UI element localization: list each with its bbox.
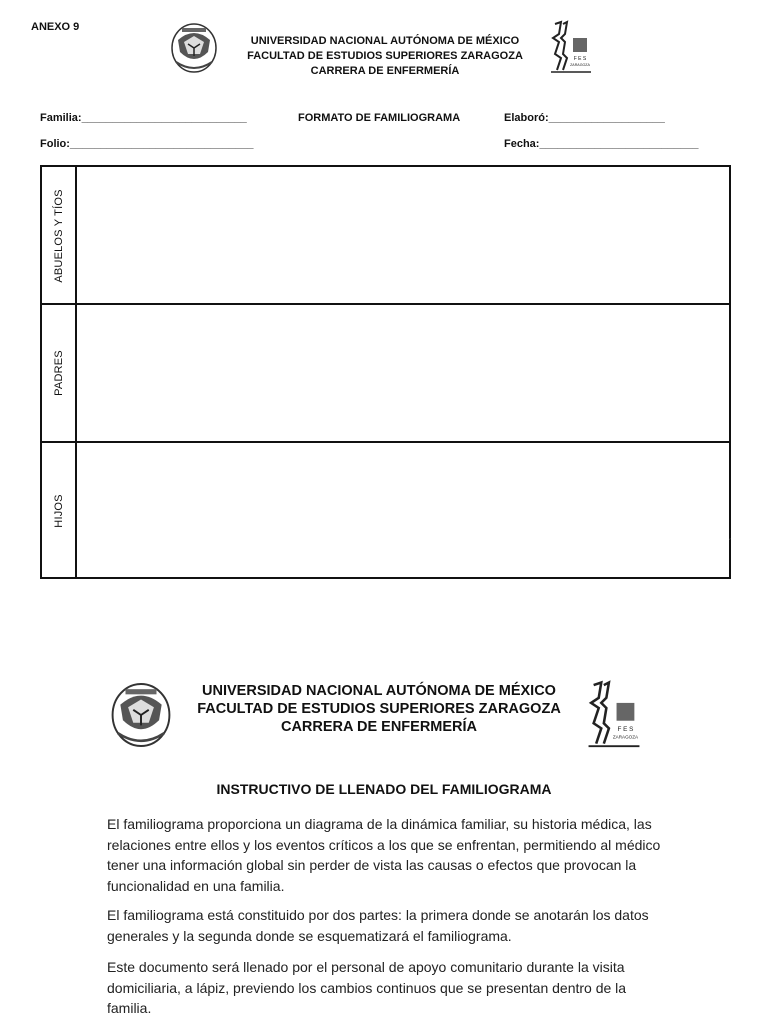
row-label-hijos: HIJOS bbox=[52, 494, 65, 528]
fes-logo-text: F E S bbox=[573, 56, 587, 62]
fes-zaragoza-logo bbox=[549, 20, 593, 75]
unam-seal-logo bbox=[170, 22, 218, 74]
row-label-abuelos: ABUELOS Y TÍOS bbox=[52, 189, 65, 283]
university-name: UNIVERSIDAD NACIONAL AUTÓNOMA DE MÉXICO bbox=[250, 35, 520, 47]
paragraph: El familiograma proporciona un diagrama de la dinámica familiar, su historia médica, las relaciones entre ellos y los eventos críticos a los que se enfrentan, permitiendo al médico tener una información global sin perder de vista las causas o efectos que provocan la funcionalidad en una familia. bbox=[107, 816, 661, 894]
folio-field[interactable]: Folio:______________________________ bbox=[40, 138, 254, 150]
instructions-title: INSTRUCTIVO DE LLENADO DEL FAMILIOGRAMA bbox=[216, 781, 552, 797]
university-name: UNIVERSIDAD NACIONAL AUTÓNOMA DE MÉXICO bbox=[202, 683, 556, 699]
fes-logo-subtext: ZARAGOZA bbox=[612, 734, 639, 740]
paragraph: Este documento será llenado por el personal de apoyo comunitario durante la visita domiciliaria, a lápiz, previendo los cambios continuos que se presentan dentro de la familia. bbox=[107, 959, 627, 1016]
fecha-field[interactable]: Fecha:__________________________ bbox=[504, 138, 699, 150]
form-title: FORMATO DE FAMILIOGRAMA bbox=[298, 112, 461, 124]
fes-logo-text: F E S bbox=[617, 725, 634, 733]
row-label-cell bbox=[42, 443, 77, 579]
stray-mark: ˏ bbox=[728, 530, 732, 541]
unam-seal-logo bbox=[110, 681, 172, 749]
faculty-name: FACULTAD DE ESTUDIOS SUPERIORES ZARAGOZA bbox=[197, 701, 561, 717]
fes-logo-subtext: ZARAGOZA bbox=[570, 63, 590, 67]
row-label-padres: PADRES bbox=[52, 350, 65, 396]
paragraph: El familiograma está constituido por dos partes: la primera donde se anotarán los datos generales y la segunda donde se esquematizará el familiograma. bbox=[107, 907, 649, 944]
row-hijos[interactable] bbox=[42, 441, 732, 579]
familiogram-grid bbox=[40, 165, 731, 579]
fes-zaragoza-logo bbox=[586, 680, 642, 750]
familia-field[interactable]: Familia:___________________________ bbox=[40, 112, 247, 124]
page1-header bbox=[225, 34, 545, 79]
row-abuelos[interactable] bbox=[42, 167, 729, 305]
row-label-cell bbox=[42, 167, 77, 305]
annex-label: ANEXO 9 bbox=[31, 21, 80, 33]
career-name: CARRERA DE ENFERMERÍA bbox=[280, 719, 478, 735]
row-label-cell bbox=[42, 305, 77, 441]
career-name: CARRERA DE ENFERMERÍA bbox=[310, 65, 460, 77]
row-padres[interactable] bbox=[42, 303, 729, 441]
page2-header bbox=[170, 682, 588, 736]
faculty-name: FACULTAD DE ESTUDIOS SUPERIORES ZARAGOZA bbox=[247, 50, 523, 62]
elaboro-field[interactable]: Elaboró:___________________ bbox=[504, 112, 665, 124]
